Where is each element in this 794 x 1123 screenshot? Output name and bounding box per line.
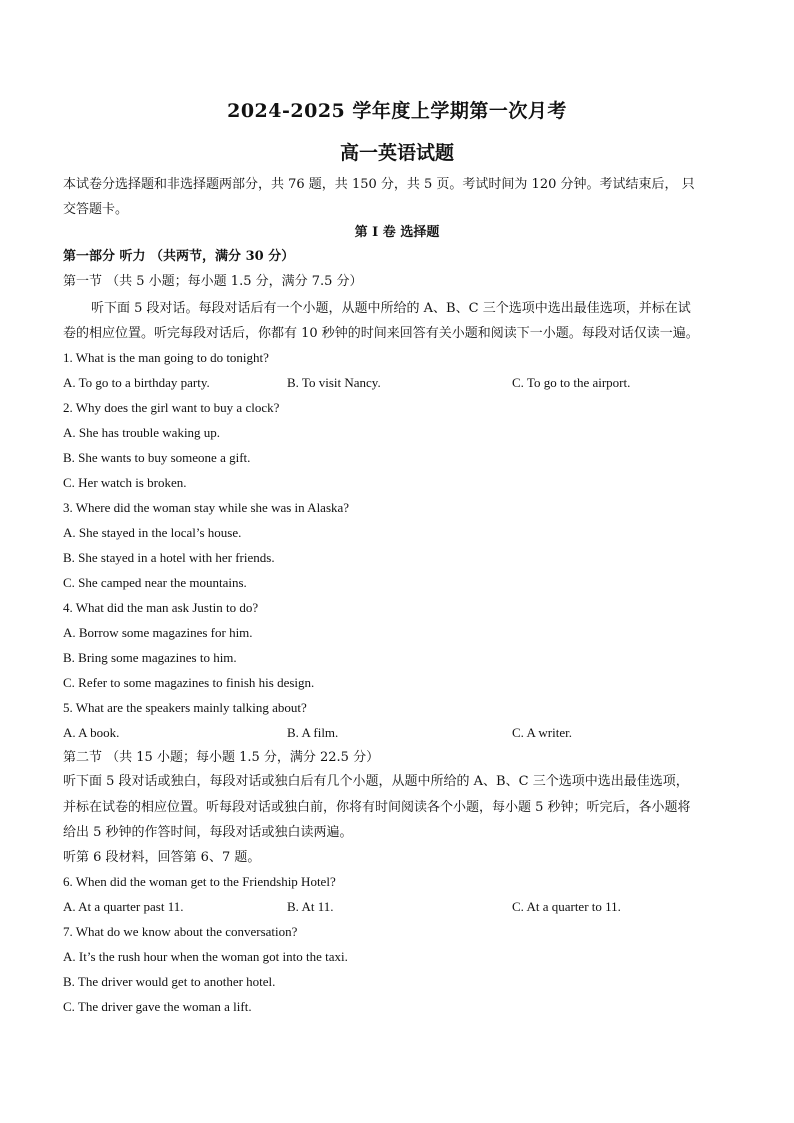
section1-instructions-line-1: 听下面 5 段对话。每段对话后有一个小题，从题中所给的 A、B、C 三个选项中选出最佳选项，并标在试 [91, 301, 691, 316]
question-6-option-c[interactable]: C. At a quarter to 11. [512, 899, 621, 914]
question-1-option-c[interactable]: C. To go to the airport. [512, 375, 631, 390]
question-4-option-b[interactable]: B. Bring some magazines to him. [63, 650, 237, 665]
question-1-options [63, 375, 743, 391]
question-5-option-a[interactable]: A. A book. [63, 725, 120, 740]
question-1-option-a[interactable]: A. To go to a birthday party. [63, 375, 210, 390]
exam-title: 2024-2025 学年度上学期第一次月考 [227, 100, 567, 122]
question-5-option-c[interactable]: C. A writer. [512, 725, 572, 740]
question-2-option-c[interactable]: C. Her watch is broken. [63, 475, 187, 490]
material-note: 听第 6 段材料，回答第 6、7 题。 [63, 850, 261, 865]
section2-instructions-line-3: 给出 5 秒钟的作答时间，每段对话或独白读两遍。 [63, 825, 353, 840]
question-6-stem: 6. When did the woman get to the Friendship Hotel? [63, 874, 336, 889]
question-4-option-a[interactable]: A. Borrow some magazines for him. [63, 625, 253, 640]
question-3-option-b[interactable]: B. She stayed in a hotel with her friends. [63, 550, 275, 565]
exam-subtitle: 高一英语试题 [339, 142, 454, 164]
question-1-stem: 1. What is the man going to do tonight? [63, 350, 269, 365]
section2-instructions-line-1: 听下面 5 段对话或独白，每段对话或独白后有几个小题，从题中所给的 A、B、C 三个选项中选出最佳选项， [63, 774, 689, 789]
question-7-option-c[interactable]: C. The driver gave the woman a lift. [63, 999, 252, 1014]
part1-title: 第一部分 听力 （共两节，满分 30 分） [63, 249, 295, 264]
question-5-option-b[interactable]: B. A film. [287, 725, 339, 740]
question-3-stem: 3. Where did the woman stay while she was in Alaska? [63, 500, 350, 515]
section1-title: 第一节 （共 5 小题；每小题 1.5 分，满分 7.5 分） [63, 274, 363, 289]
question-7-stem: 7. What do we know about the conversation? [63, 924, 298, 939]
question-6-option-b[interactable]: B. At 11. [287, 899, 334, 914]
question-3-option-a[interactable]: A. She stayed in the local’s house. [63, 525, 242, 540]
question-4-option-c[interactable]: C. Refer to some magazines to finish his design. [63, 675, 315, 690]
question-2-stem: 2. Why does the girl want to buy a clock? [63, 400, 280, 415]
section2-title: 第二节 （共 15 小题；每小题 1.5 分，满分 22.5 分） [63, 750, 380, 765]
question-7-option-b[interactable]: B. The driver would get to another hotel. [63, 974, 276, 989]
question-4-stem: 4. What did the man ask Justin to do? [63, 600, 259, 615]
intro-line-2: 交答题卡。 [63, 202, 129, 217]
intro-line-1: 本试卷分选择题和非选择题两部分，共 76 题，共 150 分，共 5 页。考试时间为 120 分钟。考试结束后， 只 [63, 177, 695, 192]
question-3-option-c[interactable]: C. She camped near the mountains. [63, 575, 247, 590]
question-7-option-a[interactable]: A. It’s the rush hour when the woman got into the taxi. [63, 949, 348, 964]
volume-title: 第 I 卷 选择题 [354, 225, 440, 240]
question-2-option-a[interactable]: A. She has trouble waking up. [63, 425, 221, 440]
section1-instructions-line-2: 卷的相应位置。听完每段对话后，你都有 10 秒钟的时间来回答有关小题和阅读下一小题。每段对话仅读一遍。 [63, 326, 699, 341]
question-6-options [63, 899, 743, 915]
question-5-options [63, 725, 743, 741]
question-1-option-b[interactable]: B. To visit Nancy. [287, 375, 381, 390]
question-2-option-b[interactable]: B. She wants to buy someone a gift. [63, 450, 251, 465]
question-6-option-a[interactable]: A. At a quarter past 11. [63, 899, 184, 914]
question-5-stem: 5. What are the speakers mainly talking about? [63, 700, 307, 715]
section2-instructions-line-2: 并标在试卷的相应位置。听每段对话或独白前，你将有时间阅读各个小题，每小题 5 秒钟；听完后，各小题将 [63, 800, 691, 815]
